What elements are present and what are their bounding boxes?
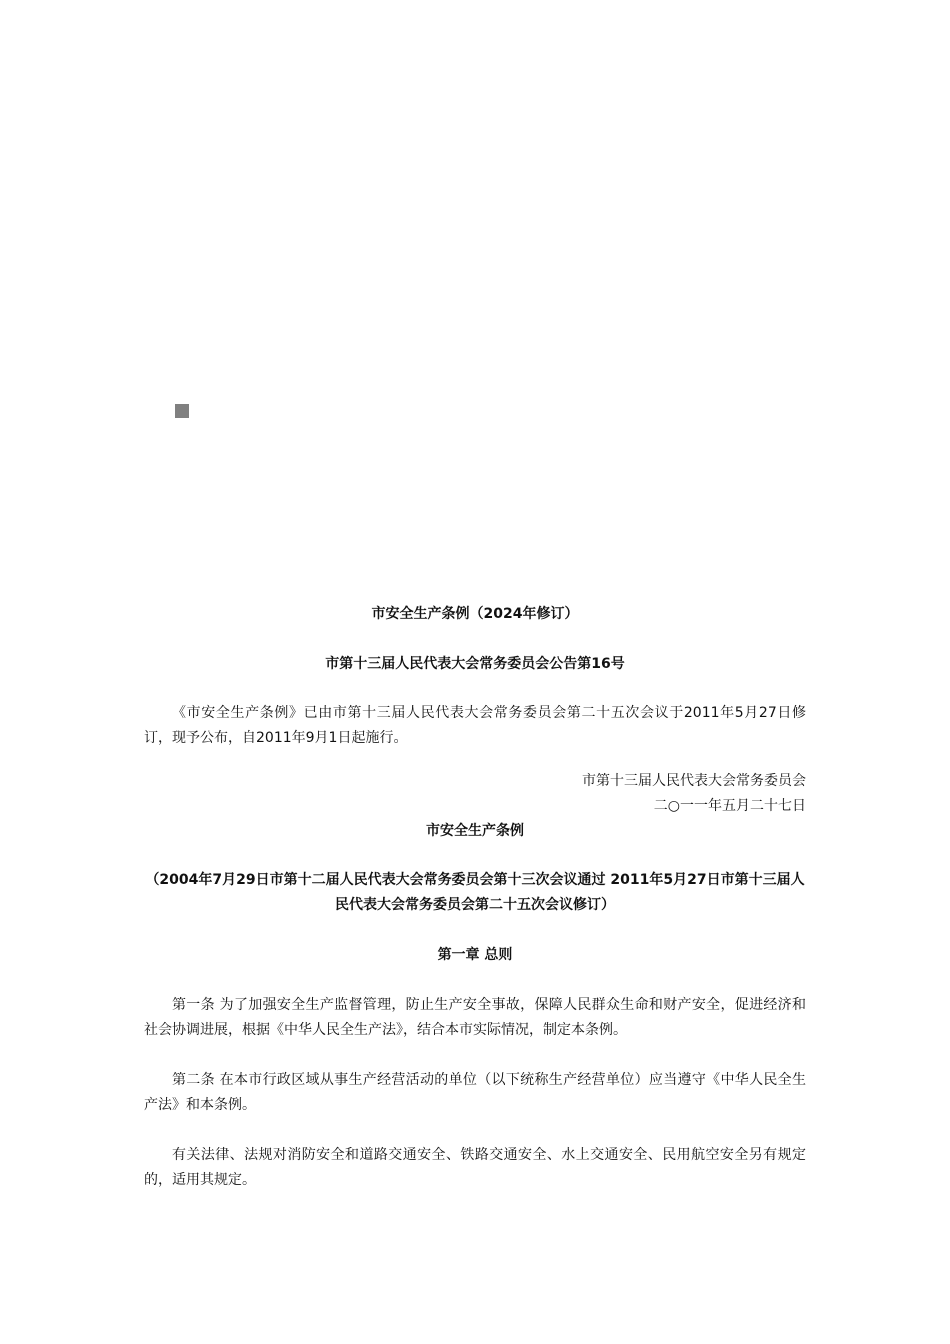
issue-date: 二○一一年五月二十七日 bbox=[653, 798, 806, 814]
document-content bbox=[144, 602, 806, 1193]
article-2-paragraph-2: 有关法律、法规对消防安全和道路交通安全、铁路交通安全、水上交通安全、民用航空安全另有规定的，适用其规定。 bbox=[144, 1147, 806, 1188]
adoption-note: （2004年7月29日市第十二届人民代表大会常务委员会第十三次会议通过 2011年5月27日市第十三届人民代表大会常务委员会第二十五次会议修订） bbox=[145, 872, 805, 913]
issuer: 市第十三届人民代表大会常务委员会 bbox=[582, 773, 806, 789]
document-title: 市安全生产条例（2024年修订） bbox=[371, 606, 579, 622]
article-1: 第一条 为了加强安全生产监督管理，防止生产安全事故，保障人民群众生命和财产安全，促进经济和社会协调进展，根据《中华人民全生产法》，结合本市实际情况，制定本条例。 bbox=[144, 997, 806, 1038]
announcement-title: 市第十三届人民代表大会常务委员会公告第16号 bbox=[325, 656, 625, 672]
article-2: 第二条 在本市行政区域从事生产经营活动的单位（以下统称生产经营单位）应当遵守《中华人民全生产法》和本条例。 bbox=[144, 1072, 806, 1113]
image-placeholder-icon bbox=[175, 404, 189, 418]
chapter-title: 第一章 总则 bbox=[437, 947, 513, 963]
regulation-title: 市安全生产条例 bbox=[426, 823, 524, 839]
announcement-body: 《市安全生产条例》已由市第十三届人民代表大会常务委员会第二十五次会议于2011年5月27日修订，现予公布，自2011年9月1日起施行。 bbox=[144, 705, 806, 746]
